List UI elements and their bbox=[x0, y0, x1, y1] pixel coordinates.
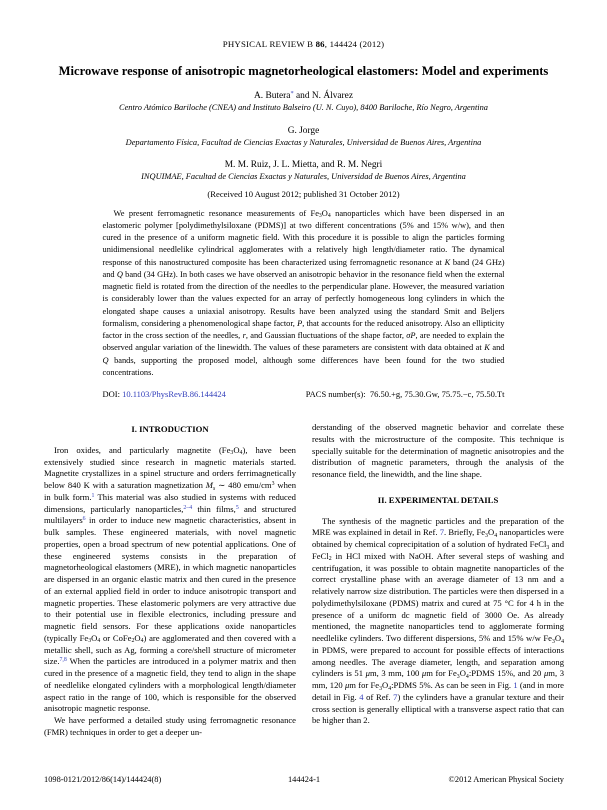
reference-link[interactable]: 1 bbox=[513, 680, 518, 690]
right-column bbox=[312, 422, 564, 739]
citation-link[interactable]: 6 bbox=[82, 516, 86, 523]
footer-copyright: ©2012 American Physical Society bbox=[448, 775, 564, 784]
journal-header: PHYSICAL REVIEW B 86, 144424 (2012) bbox=[222, 39, 385, 49]
doi-label: DOI: bbox=[102, 389, 120, 399]
affiliation: Centro Atómico Bariloche (CNEA) and Instituto Balseiro (U. N. Cuyo), 8400 Bariloche, Río Negro, Argentina bbox=[118, 103, 488, 112]
author-block bbox=[0, 91, 607, 183]
author-group bbox=[0, 160, 607, 183]
abstract: We present ferromagnetic resonance measurements of $Fe_3O_4$ nanoparticles which have been dispersed in an elastomeric polymer [polydimethylsiloxane (PDMS)] at two different concentrations (5% and 15% w/w), and then cured in the presence of a uniform magnetic field. With this procedure it is possible to align the particles forming unidimensional needlelike cylindrical agglomerates with a relatively high length/diameter ratio. The dynamical response of this nanostructured composite has been characterized using ferromagnetic resonance at K band (24 GHz) and Q band (34 GHz). In both cases we have observed an anisotropic behavior in the resonance field when the external magnetic field is rotated from the direction of the needles to the perpendicular plane. However, the measured variation is considerably lower than the values expected for an array of perfectly homogeneous long cylinders in which the elongated shape causes a uniaxial anisotropy. Results have been analyzed using the standard Smit and Beljers formalism, considering a phenomenological shape factor, P, that accounts for the reduced anisotropy. Also an ellipticity factor in the cross section of the needles, r, and Gaussian fluctuations of the shape factor, σP, are needed to explain the observed angular variation of the linewidth. The values of these parameters are consistent with data obtained at K and Q bands, supporting the proposed model, although some differences have been found for the two studied concentrations. bbox=[102, 208, 505, 377]
affiliation: INQUIMAE, Facultad de Ciencias Exactas y Naturales, Universidad de Buenos Aires, Argentina bbox=[141, 172, 466, 181]
reference-link[interactable]: 4 bbox=[359, 691, 364, 702]
reference-link[interactable]: 7 bbox=[393, 691, 398, 702]
citation-link[interactable]: 1 bbox=[91, 492, 95, 499]
doi-line bbox=[103, 389, 226, 399]
received-line: (Received 10 August 2012; published 31 October 2012) bbox=[207, 188, 400, 199]
reference-link[interactable]: 7 bbox=[439, 527, 444, 538]
left-column bbox=[44, 422, 296, 739]
author-names: G. Jorge bbox=[287, 125, 320, 136]
author-group bbox=[0, 91, 607, 114]
author-group bbox=[0, 126, 607, 149]
paragraph: Iron oxides, and particularly magnetite $(Fe_3O_4)$, have been extensively studied since research in magnetic materials started. Magnetite crystallizes in a spinel structure and orders ferrimagnetically below 840 K with a saturation magnetization $M_s$ ∼ 480 emu/$cm^3$ when in bulk form.$^1$ This material was also studied in systems with reduced dimensions, particularly nanoparticles,$^{2-4}$ thin films,$^5$ and structured multilayers$^6$ in order to induce new magnetic characteristics, absent in bulk samples. These engineered materials, with novel magnetic properties, open a broad spectrum of new potential applications. One of these engineered systems consists in the preparation of magnetorheological elastomers (MRE), in which magnetic nanoparticles are dispersed in an organic elastic matrix and then cured in the presence of an external applied field in order to induce anisotropic transport and magnetic properties. These elastomeric polymers are very attractive due to their potential use in flexible electronics, including pressure and magnetic field sensors. For these applications oxide nanoparticles (typically $Fe_3O_4$ or $CoFe_2O_4$) are agglomerated and then covered with a metallic shell, such as Ag, forming a core/shell structure of micrometer size.$^{7,8}$ When the particles are introduced in a polymer matrix and then cured in the presence of a magnetic field, they tend to align in the shape of needlelike elongated cylinders with a morphological length/diameter aspect ratio in the range of 100, which is responsible for the observed anisotropic magnetic response. bbox=[44, 444, 296, 714]
footer-issn-code: 1098-0121/2012/86(14)/144424(8) bbox=[44, 775, 162, 784]
author-names: M. M. Ruiz, J. L. Mietta, and R. M. Negri bbox=[224, 160, 383, 170]
footer-page-number: 144424-1 bbox=[287, 775, 321, 784]
paragraph: The synthesis of the magnetic particles and the preparation of the MRE was explained in detail in Ref. 7. Briefly, $Fe_3O_4$ nanoparticles were obtained by chemical coprecipitation of a solution of hydrated FeCl$_3$ and FeCl$_2$ in HCl mixed with NaOH. After several steps of washing and centrifugation, it was possible to obtain magnetite nanoparticles of the correct crystalline phase with an average diameter of 13 nm and a relatively narrow size distribution. The particles were then dispersed in a polydimethylsiloxane (PDMS) matrix and cured at 75 °C for 4 h in the presence of a uniform dc magnetic field of 3000 Oe. As already mentioned, the magnetite nanoparticles tend to agglomerate forming needlelike cylinders. Two different dispersions, 5% and 15% w/w $Fe_3O_4$ in PDMS, were prepared to account for possible effects of interactions among needles. The average diameter, length, and separation among cylinders is 51 μm, 3 mm, 100 μm for $Fe_3O_4:PDMS$ 15%, and 20 μm, 3 mm, 120 μm for $Fe_3O_4:PDMS$ 5%. As can be seen in Fig. 1 (and in more detail in Fig. 4 of Ref. 7) the cylinders have a granular texture and their cross section is generally elliptical with a transverse aspect ratio that can be higher than 2. bbox=[312, 515, 564, 726]
pacs-label: PACS number(s): bbox=[305, 389, 366, 399]
doi-pacs-row bbox=[103, 389, 505, 399]
two-column-body bbox=[44, 422, 564, 739]
author-names: A. Butera* and N. Álvarez bbox=[254, 89, 353, 101]
paragraph: We have performed a detailed study using ferromagnetic resonance (FMR) techniques in order to get a deeper un- bbox=[44, 715, 296, 737]
citation-link[interactable]: 7,8 bbox=[59, 657, 67, 664]
citation-link[interactable]: 5 bbox=[235, 504, 239, 511]
section-heading: I. INTRODUCTION bbox=[131, 424, 209, 434]
paragraph: derstanding of the observed magnetic behavior and correlate these results with the microstructure of the composite. This technique is specially suitable for the determination of magnetic anisotropies and the distribution of magnetic parameters, through the analysis of the resonance field, the linewidth, and the line shape. bbox=[312, 422, 564, 479]
section-heading: II. EXPERIMENTAL DETAILS bbox=[377, 494, 499, 505]
page-footer bbox=[44, 775, 564, 784]
citation-link[interactable]: 2–4 bbox=[183, 504, 193, 511]
pacs-line bbox=[306, 389, 505, 399]
citation-link[interactable]: * bbox=[290, 89, 294, 97]
doi-link[interactable]: 10.1103/PhysRevB.86.144424 bbox=[122, 389, 226, 399]
paper-title: Microwave response of anisotropic magnetorheological elastomers: Model and experiments bbox=[58, 64, 549, 78]
pacs-values: 76.50.+g, 75.30.Gw, 75.75.−c, 75.50.Tt bbox=[369, 389, 505, 399]
affiliation: Departamento Física, Facultad de Ciencias Exactas y Naturales, Universidad de Buenos Aires, Argentina bbox=[125, 137, 482, 147]
